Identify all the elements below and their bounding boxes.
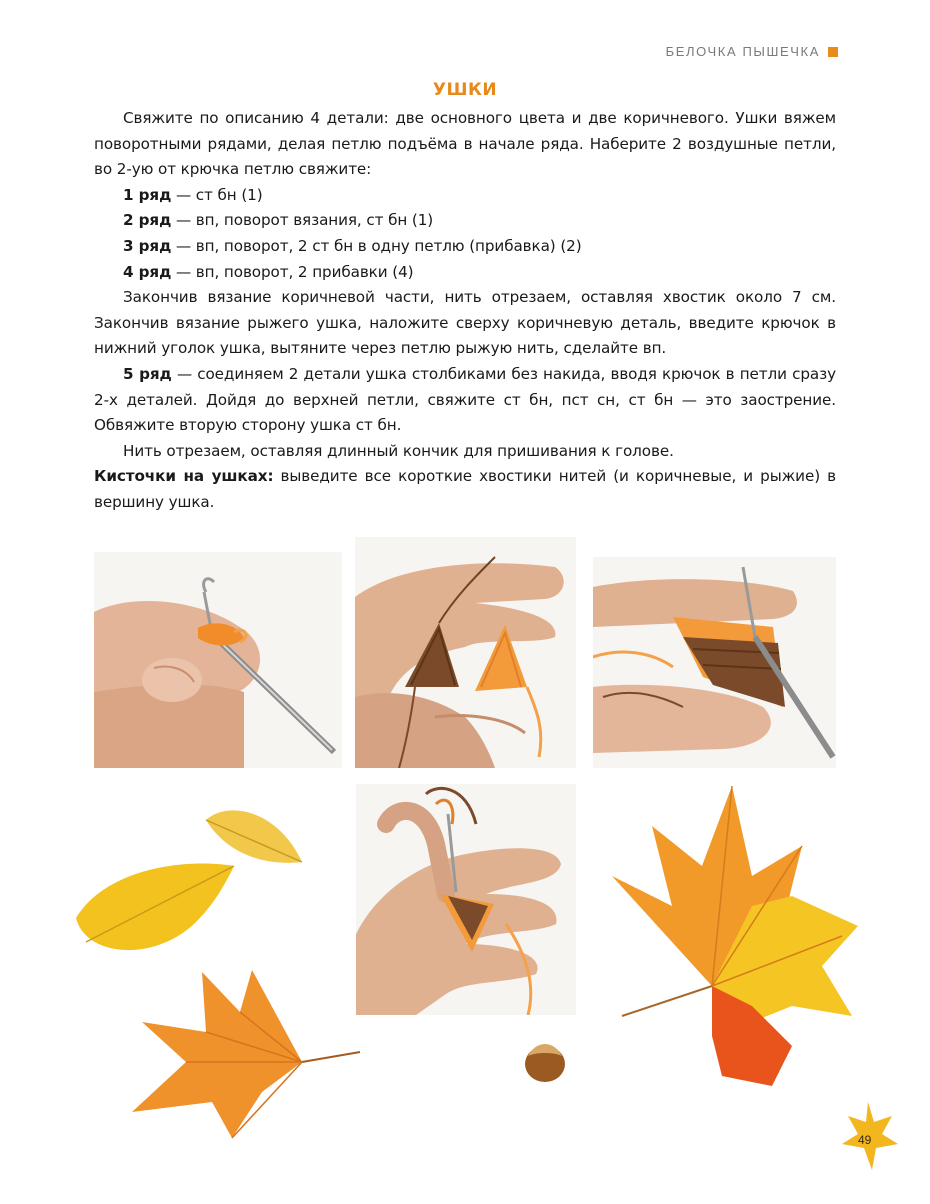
- row-text: — соединяем 2 детали ушка столбиками без накида, вводя крючок в петли сразу 2-х деталей. Дойдя до верхней петли, свяжите ст бн, пст сн, ст бн — это заострение. Обвяжите вторую сторону ушка ст бн.: [94, 364, 836, 435]
- row-label: 4 ряд: [123, 262, 172, 281]
- row-text: — вп, поворот, 2 ст бн в одну петлю (прибавка) (2): [171, 236, 582, 255]
- photo-joining-parts: [593, 557, 836, 768]
- photo-two-triangles: [355, 537, 576, 768]
- hazelnut-icon: [522, 1034, 568, 1084]
- tassels-label: Кисточки на ушках:: [94, 467, 274, 486]
- row-text: — вп, поворот вязания, ст бн (1): [171, 211, 434, 230]
- row-text: — вп, поворот, 2 прибавки (4): [171, 262, 414, 281]
- row-label: 1 ряд: [123, 185, 172, 204]
- cut-thread-paragraph: Нить отрезаем, оставляя длинный кончик для пришивания к голове.: [123, 441, 674, 460]
- row-2-paragraph: [94, 208, 836, 234]
- orange-square-icon: [828, 47, 838, 57]
- section-title: УШКИ: [432, 80, 498, 100]
- running-header-title: БЕЛОЧКА ПЫШЕЧКА: [665, 44, 820, 59]
- row-5-paragraph: [94, 362, 836, 439]
- photo-hook-loop: [94, 552, 342, 768]
- row-label: 3 ряд: [123, 236, 172, 255]
- row-4-paragraph: [94, 260, 836, 286]
- row-3-paragraph: [94, 234, 836, 260]
- oak-leaf-yellow-icon: [66, 858, 236, 968]
- row-1-paragraph: [94, 183, 836, 209]
- row-label: 2 ряд: [123, 211, 172, 230]
- photo-finished-ear: [356, 784, 576, 1015]
- row-label: 5 ряд: [123, 364, 172, 383]
- page-number: 49: [858, 1133, 872, 1147]
- tassels-paragraph: [94, 464, 836, 515]
- intro-paragraph: Свяжите по описанию 4 детали: две основного цвета и две коричневого. Ушки вяжем поворотными рядами, делая петлю подъёма в начале ряда. Наберите 2 воздушные петли, во 2-ую от крючка петлю свяжите:: [94, 109, 836, 179]
- row-text: — ст бн (1): [171, 185, 263, 204]
- body-text: [94, 106, 836, 516]
- finish-brown-paragraph: Закончив вязание коричневой части, нить отрезаем, оставляя хвостик около 7 см. Закончив вязание рыжего ушка, наложите сверху коричневую деталь, введите крючок в нижний уголок ушка, вытяните через петлю рыжую нить, сделайте вп.: [94, 288, 836, 358]
- running-header: [666, 44, 838, 59]
- tassels-text: выведите все короткие хвостики нитей (и коричневые, и рыжие) в вершину ушка.: [94, 467, 836, 511]
- maple-leaves-bunch-icon: [602, 786, 860, 1090]
- maple-leaf-orange-icon: [122, 962, 362, 1142]
